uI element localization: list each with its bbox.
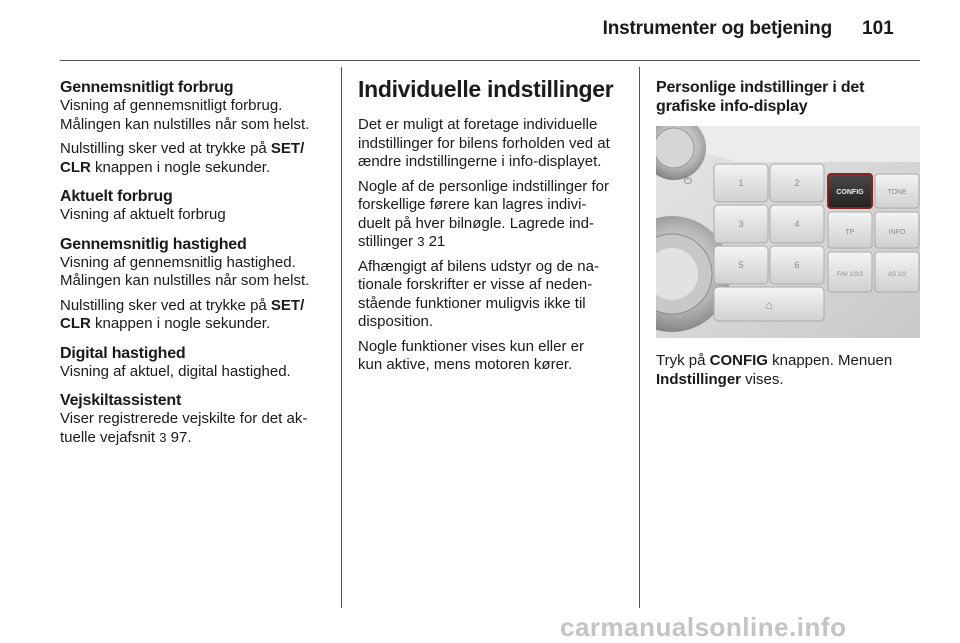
paragraph: [60, 254, 328, 291]
as-label: AS 1/2: [887, 272, 907, 278]
text: tuelle vejafsnit: [60, 428, 160, 446]
text-line: Visning af gennemsnitligt forbrug.: [60, 97, 283, 114]
page-reference[interactable]: 97.: [170, 428, 192, 446]
control-panel-illustration: [656, 126, 920, 338]
page-reference[interactable]: 21: [428, 233, 446, 250]
section-heading-traffic-sign-assistant: Vejskiltassistent: [60, 392, 182, 409]
text-line: Målingen kan nulstilles når som helst.: [60, 272, 310, 289]
page-header-title: Instrumenter og betjening: [602, 18, 832, 39]
caption-paragraph: [656, 352, 922, 389]
text-line: Visning af gennemsnitlig hastighed.: [60, 253, 296, 271]
text-line: [60, 315, 328, 334]
text-line: kun aktive, mens motoren kører.: [358, 356, 573, 373]
preset-4-label: 4: [794, 219, 800, 229]
tone-label: TONE: [887, 189, 907, 196]
svg-text:⏻: ⏻: [684, 176, 692, 187]
paragraph: [358, 178, 624, 252]
column-right: [656, 78, 922, 389]
text-line: [60, 140, 328, 159]
heading-line: Personlige indstillinger i det: [656, 79, 865, 96]
button-name: CONFIG: [709, 352, 768, 369]
text-line: Nogle funktioner vises kun eller er: [358, 337, 584, 355]
column-divider-right: [639, 67, 640, 608]
column-divider-left: [341, 67, 342, 608]
text-line: Nogle af de personlige indstillinger for: [358, 177, 609, 195]
text-line: [60, 159, 328, 178]
config-label: CONFIG: [836, 189, 864, 196]
fav-label: FAV 1/2/3: [837, 272, 863, 278]
section-heading-current-consumption: Aktuelt forbrug: [60, 188, 173, 205]
text-line: Visning af aktuel, digital hastighed.: [60, 362, 291, 380]
text: Tryk på: [656, 352, 710, 369]
text-line: duelt på hver bilnøgle. Lagrede ind-: [358, 214, 594, 232]
text-line: stående funktioner muligvis ikke til: [358, 294, 586, 312]
text-line: ændre indstillingerne i info-displayet.: [358, 153, 602, 170]
text-line: indstillinger for bilens forholden ved at: [358, 134, 610, 152]
column-middle: [358, 78, 624, 375]
page-number: 101: [862, 18, 894, 39]
page-reference-icon: 3: [159, 429, 167, 445]
button-name: SET/: [270, 296, 305, 314]
paragraph: [60, 410, 328, 447]
paragraph: [358, 258, 624, 332]
text: knappen. Menuen: [767, 352, 893, 369]
text: Nulstilling sker ved at trykke på: [60, 140, 271, 157]
section-title-individual-settings: Individuelle indstillinger: [358, 76, 614, 102]
preset-1-label: 1: [738, 178, 744, 188]
section-heading-average-consumption: Gennemsnitligt forbrug: [60, 79, 234, 96]
page-reference-icon: 3: [417, 234, 425, 249]
section-heading-personal-settings: [656, 78, 922, 116]
text-line: Viser registrerede vejskilte for det ak-: [60, 410, 308, 427]
paragraph: [60, 206, 328, 225]
text: stillinger: [358, 233, 418, 250]
button-name: SET/: [270, 140, 305, 157]
button-name: CLR: [60, 315, 91, 332]
paragraph: [60, 297, 328, 334]
text-line: tionale forskrifter er visse af neden-: [358, 276, 593, 293]
header-rule: [60, 60, 920, 61]
text-line: [656, 352, 922, 371]
text-line: Visning af aktuelt forbrug: [60, 206, 226, 223]
text-line: disposition.: [358, 313, 434, 330]
menu-name: Indstillinger: [656, 370, 742, 388]
home-icon: ⌂: [765, 298, 773, 312]
text-line: [60, 429, 328, 448]
text-line: Afhængigt af bilens udstyr og de na-: [358, 257, 599, 275]
paragraph: [358, 338, 624, 375]
text: vises.: [741, 370, 784, 388]
text-line: [60, 297, 328, 316]
text-line: [358, 233, 624, 252]
info-label: INFO: [888, 229, 906, 236]
paragraph: [60, 97, 328, 134]
paragraph: [60, 363, 328, 382]
watermark: carmanualsonline.info: [560, 612, 847, 642]
paragraph: [60, 140, 328, 177]
heading-line: grafiske info-display: [656, 98, 808, 115]
column-left: [60, 78, 328, 447]
preset-3-label: 3: [738, 219, 744, 229]
text: knappen i nogle sekunder.: [90, 315, 271, 332]
text: knappen i nogle sekunder.: [90, 158, 271, 176]
preset-6-label: 6: [794, 260, 800, 270]
text-line: [656, 371, 922, 390]
text: Nulstilling sker ved at trykke på: [60, 296, 271, 314]
text-line: forskellige førere kan lagres indivi-: [358, 196, 587, 213]
tp-label: TP: [845, 229, 855, 236]
paragraph: [358, 116, 624, 172]
text-line: Det er muligt at foretage individuelle: [358, 116, 598, 133]
section-heading-digital-speed: Digital hastighed: [60, 344, 186, 362]
preset-2-label: 2: [794, 178, 800, 188]
control-panel-photo: [656, 126, 920, 338]
preset-5-label: 5: [738, 260, 744, 270]
text-line: Målingen kan nulstilles når som helst.: [60, 115, 310, 133]
section-heading-average-speed: Gennemsnitlig hastighed: [60, 235, 247, 253]
button-name: CLR: [60, 158, 91, 176]
